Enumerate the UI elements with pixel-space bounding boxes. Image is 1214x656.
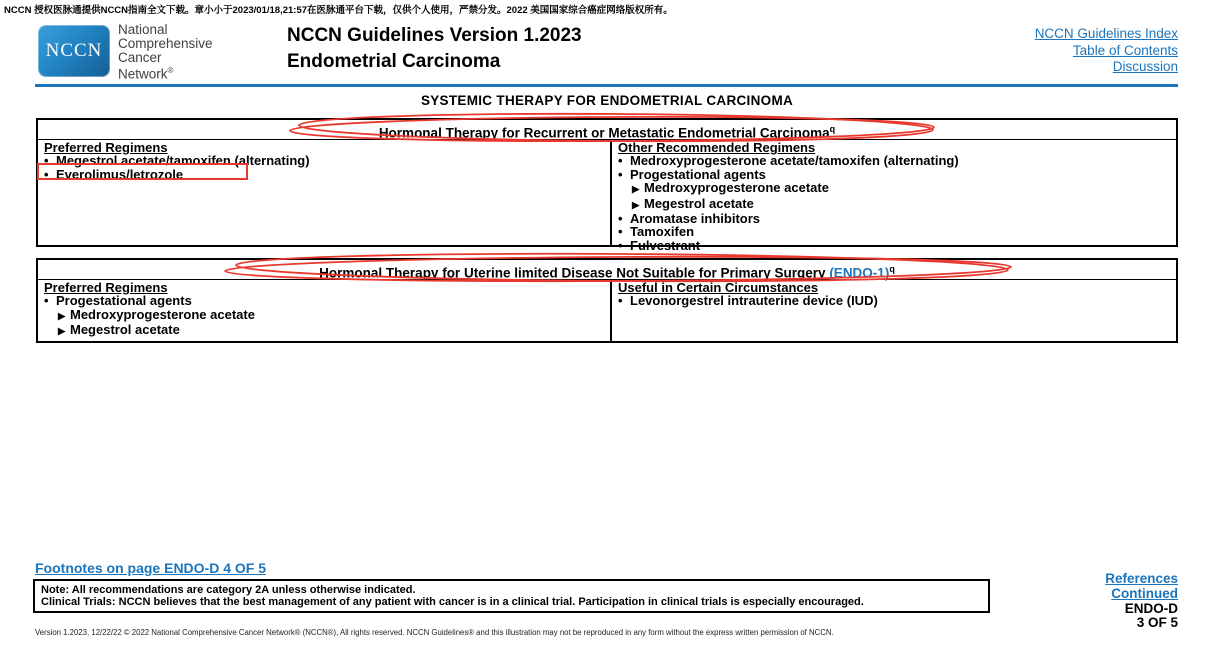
regimen-item: [44, 294, 606, 307]
regimen-subitem: [44, 308, 606, 323]
triangle-bullet-icon: ▶: [632, 199, 640, 211]
table1-body: [38, 140, 1176, 253]
regimen-text: Levonorgestrel intrauterine device (IUD): [630, 293, 878, 309]
bullet-icon: •: [618, 224, 623, 240]
footnote-q-ref: q: [889, 264, 895, 274]
nccn-logo: [38, 25, 110, 77]
nccn-logo-text: NCCN: [45, 40, 103, 61]
guidelines-subject-title: Endometrial Carcinoma: [287, 51, 501, 72]
page-code-id: ENDO-D: [1124, 601, 1178, 616]
table1-other-recommended-column: [612, 140, 1176, 253]
footer-links: [1105, 571, 1178, 601]
org-line: Cancer: [118, 49, 162, 65]
regimen-text: Progestational agents: [630, 166, 766, 182]
bullet-icon: •: [44, 153, 49, 169]
regimen-item: [618, 239, 1172, 252]
discussion-link[interactable]: Discussion: [1112, 59, 1178, 74]
regimen-item: [618, 294, 1172, 307]
table2-title-text: Hormonal Therapy for Uterine limited Disease Not Suitable for Primary Surgery: [319, 265, 830, 281]
references-link[interactable]: References: [1105, 571, 1178, 586]
bullet-icon: •: [44, 166, 49, 182]
regimen-text: Fulvestrant: [630, 237, 701, 253]
page-code-number: 3 OF 5: [1136, 615, 1178, 630]
note-box: [33, 579, 990, 613]
bullet-icon: •: [618, 293, 623, 309]
table2-useful-column: [612, 280, 1176, 341]
column-heading: Other Recommended Regimens: [618, 140, 816, 155]
document-title: [287, 23, 582, 75]
footnotes-page-link[interactable]: Footnotes on page ENDO-D 4 OF 5: [35, 560, 267, 576]
regimen-text: Medroxyprogesterone acetate: [70, 306, 255, 322]
regimen-subitem: [44, 323, 606, 338]
continued-link[interactable]: Continued: [1111, 586, 1178, 601]
column-heading: Preferred Regimens: [44, 140, 168, 155]
regimen-item: [44, 168, 606, 181]
bullet-icon: •: [618, 211, 623, 227]
regimen-text: Megestrol acetate: [644, 195, 754, 211]
regimen-text: Megestrol acetate: [70, 322, 180, 338]
regimen-subitem: [618, 197, 1172, 212]
regimen-text: Tamoxifen: [630, 224, 695, 240]
regimen-text: Aromatase inhibitors: [630, 211, 761, 227]
watermark-text: NCCN 授权医脉通提供NCCN指南全文下载。章小小于2023/01/18,21:57在医脉通平台下载，仅供个人使用，严禁分发。2022 美国国家综合癌症网络版权所有。: [4, 5, 673, 16]
page-title: SYSTEMIC THERAPY FOR ENDOMETRIAL CARCINOMA: [420, 93, 794, 108]
column-heading: Preferred Regimens: [44, 280, 168, 295]
table2-title: [38, 260, 1176, 280]
org-line: National: [118, 22, 168, 37]
org-line: Comprehensive: [118, 35, 213, 51]
table2-preferred-column: [38, 280, 612, 341]
table2-body: [38, 280, 1176, 341]
table1-preferred-column: [38, 140, 612, 245]
footnote-q-ref: q: [829, 124, 836, 134]
regimen-item: [618, 168, 1172, 181]
regimen-item: [44, 154, 606, 167]
hormonal-therapy-uterine-limited-table: [36, 258, 1178, 343]
triangle-bullet-icon: ▶: [58, 310, 66, 322]
bullet-icon: •: [618, 153, 623, 169]
org-name: [118, 23, 213, 82]
org-line: [118, 64, 213, 81]
regimen-item: [618, 225, 1172, 238]
page-code: [1125, 602, 1178, 630]
endo-1-link[interactable]: (ENDO-1): [829, 265, 890, 281]
triangle-bullet-icon: ▶: [58, 326, 66, 338]
regimen-text: Megestrol acetate/tamoxifen (alternating): [56, 153, 310, 169]
column-heading: Useful in Certain Circumstances: [618, 280, 819, 295]
header-nav: [1035, 26, 1178, 76]
table-of-contents-link[interactable]: Table of Contents: [1072, 42, 1178, 58]
bullet-icon: •: [618, 166, 623, 182]
copyright-line: Version 1.2023, 12/22/22 © 2022 National Comprehensive Cancer Network® (NCCN®), All rights reserved. NCCN Guidelines® and this illustration may not be reproduced in any form without the express written permission of NCCN.: [35, 628, 834, 637]
hormonal-therapy-recurrent-table: [36, 118, 1178, 253]
regimen-text: Medroxyprogesterone acetate/tamoxifen (alternating): [630, 153, 959, 169]
regimen-text: Everolimus/letrozole: [56, 166, 184, 182]
nccn-guidelines-index-link[interactable]: NCCN Guidelines Index: [1034, 26, 1178, 41]
regimen-text: Medroxyprogesterone acetate: [644, 180, 829, 196]
regimen-item: [618, 212, 1172, 225]
org-line-text: Network: [118, 66, 168, 82]
bullet-icon: •: [618, 237, 623, 253]
table1-title: [38, 120, 1176, 140]
guidelines-version-title: NCCN Guidelines Version 1.2023: [287, 25, 582, 46]
registered-mark: ®: [167, 66, 174, 76]
clinical-trials-line: Clinical Trials: NCCN believes that the best management of any patient with cancer is in a clinical trial. Participation in clinical trials is especially encouraged.: [41, 596, 864, 608]
header-divider: [35, 84, 1178, 87]
table1-title-text: Hormonal Therapy for Recurrent or Metastatic Endometrial Carcinoma: [378, 125, 830, 141]
regimen-subitem: [618, 181, 1172, 196]
bullet-icon: •: [44, 293, 49, 309]
note-line: Note: All recommendations are category 2A unless otherwise indicated.: [41, 584, 416, 596]
triangle-bullet-icon: ▶: [632, 184, 640, 196]
regimen-text: Progestational agents: [56, 293, 192, 309]
regimen-item: [618, 154, 1172, 167]
